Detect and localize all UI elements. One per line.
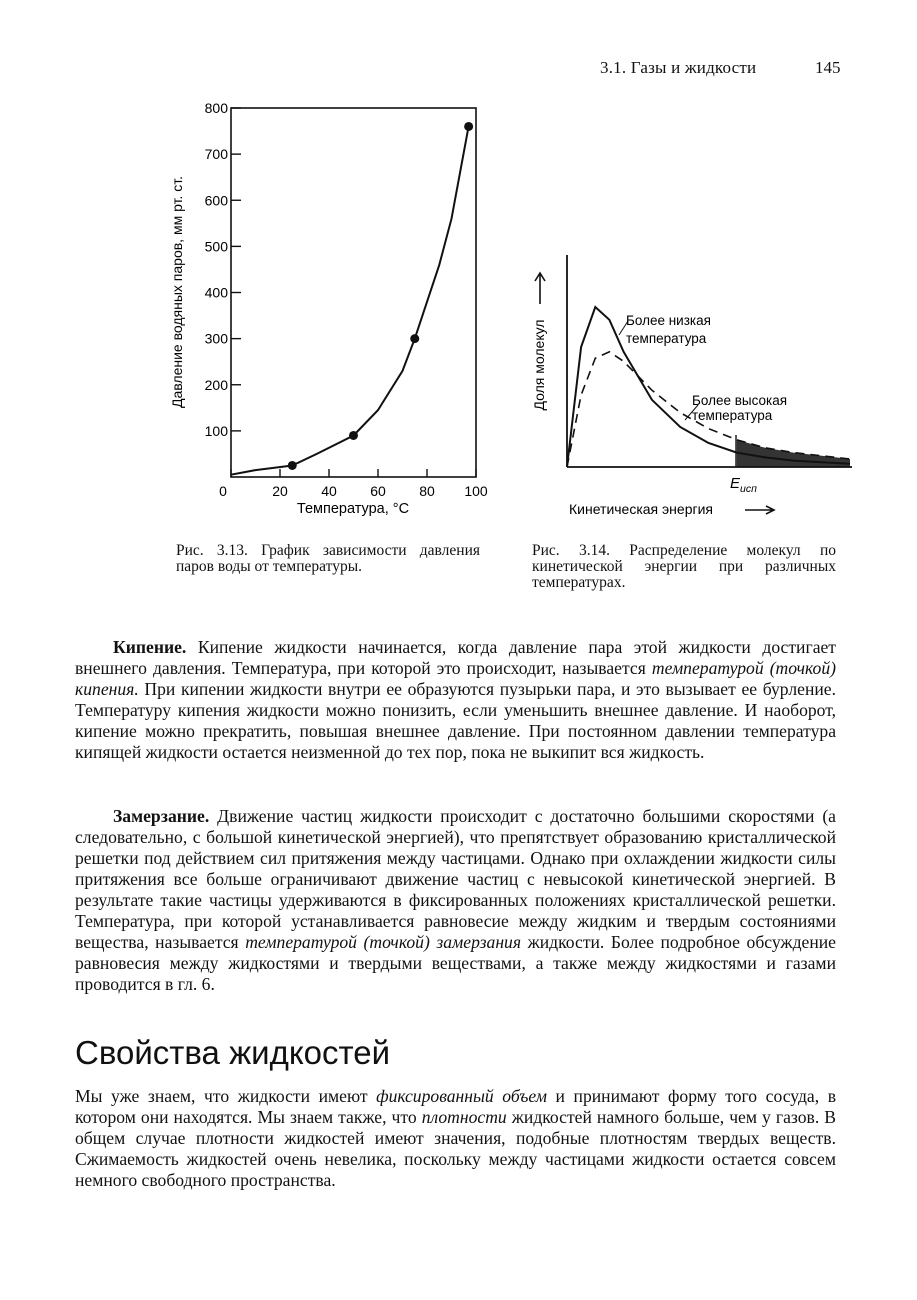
y-tick-label: 800 [204, 100, 228, 116]
threshold-label: $E_{исп}$ [730, 475, 757, 495]
paragraph-text: Кипение жидкости начинается, когда давление пара этой жидкости достигает внешнего давления. Температура, при которой это происходит, называется [75, 637, 836, 678]
paragraph-text: Движение частиц жидкости происходит с достаточно большими скоростями (а следовательно, с большой кинетической энергией), что препятствует образованию кристаллической решетки под действием сил притяжения между частицами. Однако при охлаждении жидкости силы притяжения все больше ограничивают движение частиц с невысокой кинетической энергией. В результате такие частицы удерживаются в фиксированных положениях кристаллической решетки. Температура, при которой устанавливается равновесие между жидким и твердым состояниями вещества, называется [75, 806, 836, 952]
term: температурой (точкой) замерзания [245, 932, 522, 952]
data-point [410, 334, 419, 343]
pressure-curve [231, 126, 469, 474]
paragraph-boiling [75, 637, 836, 763]
data-point [464, 122, 473, 131]
paragraph-liquids [75, 1086, 836, 1191]
high-temp-label-line1: Более высокая [692, 393, 788, 408]
y-tick-label: 600 [204, 192, 228, 209]
x-tick-label: 40 [321, 483, 337, 499]
y-tick-label: 300 [204, 330, 228, 347]
x-tick-label: 0 [219, 483, 227, 499]
paragraph-text: При кипении жидкости внутри ее образуются пузырьки пара, и это вызывает ее бурление. Температуру кипения жидкости можно понизить, если уменьшить внешнее давление. И наоборот, кипение можно прекратить, повышая внешнее давление. При постоянном давлении температура кипящей жидкости остается неизменной до тех пор, пока не выкипит вся жидкость. [75, 679, 836, 762]
vapor-pressure-chart [160, 95, 500, 525]
y-arrow-icon [535, 273, 545, 304]
figure-313-caption: Рис. 3.13. График зависимости давления паров воды от температуры. [176, 542, 480, 575]
section-title: Свойства жидкостей [75, 1034, 391, 1071]
paragraph-freezing [75, 806, 836, 995]
paragraph-text: и принимают форму того сосуда, в котором они находятся. Мы знаем также, что [75, 1086, 836, 1127]
low-temp-label-line2: температура [626, 331, 707, 346]
figure-314-caption: Рис. 3.14. Распределение молекул по кинетической энергии при различных температурах. [532, 542, 836, 591]
x-tick-label: 80 [419, 483, 435, 499]
term: фиксированный объем [376, 1086, 547, 1106]
data-point [288, 461, 297, 470]
y-axis-label: Давление водяных паров, мм рт. ст. [169, 176, 185, 408]
running-head: 3.1. Газы и жидкости [600, 58, 757, 77]
x-arrow-icon [745, 506, 774, 514]
low-temp-label-line1: Более низкая [626, 313, 711, 328]
x-tick-label: 100 [464, 483, 488, 499]
high-temp-label-line2: температура [692, 408, 773, 423]
y-tick-label: 200 [204, 376, 228, 393]
paragraph-text: Мы уже знаем, что жидкости имеют [75, 1086, 377, 1106]
page-number: 145 [815, 58, 841, 77]
paragraph-text: жидкостей намного больше, чем у газов. В общем случае плотности жидкостей имеют значения, подобные плотностям твердых веществ. Сжимаемость жидкостей очень невелика, поскольку между частицами жидкости остается совсем немного свободного пространства. [75, 1107, 836, 1190]
term: температурой (точкой) кипения. [75, 658, 837, 699]
y-axis-label: Доля молекул [531, 319, 547, 411]
x-axis-label: Кинетическая энергия [569, 501, 713, 517]
x-axis-label: Температура, °C [296, 501, 410, 517]
y-tick-label: 100 [204, 422, 228, 439]
y-tick-label: 400 [204, 284, 228, 301]
energy-distribution-chart [520, 245, 860, 525]
paragraph-lead: Кипение. [113, 637, 187, 657]
x-tick-label: 60 [370, 483, 386, 499]
low-temperature-curve [567, 307, 850, 467]
paragraph-lead: Замерзание. [113, 806, 210, 826]
term: плотности [421, 1107, 507, 1127]
x-tick-label: 20 [272, 483, 288, 499]
data-point [349, 431, 358, 440]
y-tick-label: 500 [204, 238, 228, 255]
paragraph-text: жидкости. Более подробное обсуждение равновесия между жидкостями и твердыми веществами, а также между жидкостями и газами проводится в гл. 6. [75, 932, 836, 994]
y-tick-label: 700 [204, 146, 228, 163]
plot-frame [231, 108, 476, 477]
